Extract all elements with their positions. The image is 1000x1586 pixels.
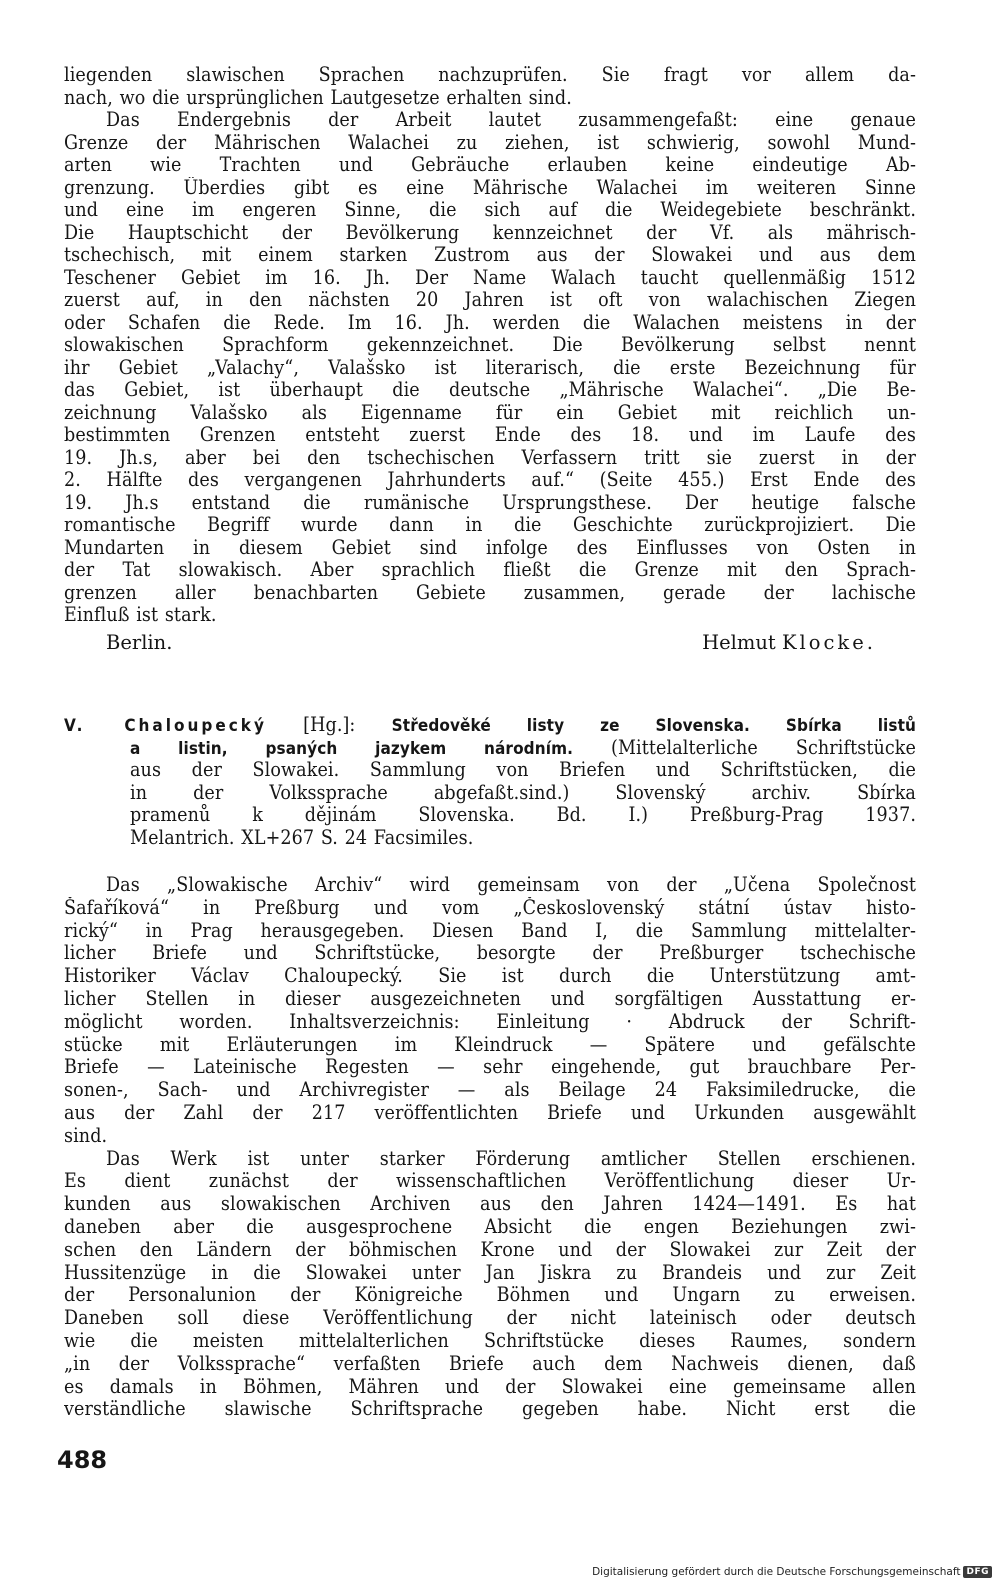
text-line: oder Schafen die Rede. Im 16. Jh. werden die Walachen meistens in der: [64, 311, 916, 334]
text-line: Šafaříková“ in Preßburg und vom „Československý státní ústav histo-: [64, 896, 916, 919]
text-line: Das Endergebnis der Arbeit lautet zusammengefaßt: eine genaue: [106, 109, 916, 131]
heading-line: aus der Slowakei. Sammlung von Briefen und Schriftstücken, die: [130, 759, 916, 781]
book-title-part-2: a listin, psaných jazykem národním.: [130, 738, 574, 759]
page-number: 488: [57, 1446, 108, 1474]
text-line: licher Stellen in dieser ausgezeichneten und sorgfältigen Ausstattung er-: [64, 987, 916, 1010]
review-2-heading: [64, 714, 916, 849]
text-line: „in der Volkssprache“ verfaßten Briefe auch dem Nachweis dienen, daß: [64, 1352, 916, 1375]
digitization-footer: [592, 1566, 992, 1578]
text-line: tschechisch, mit einem starken Zustrom aus der Slowakei und aus dem: [64, 244, 916, 266]
text-line: es damals in Böhmen, Mähren und der Slowakei eine gemeinsame allen: [64, 1375, 916, 1398]
text-line: wie die meisten mittelalterlichen Schriftstücke dieses Raumes, sondern: [64, 1329, 916, 1352]
text-line: Mundarten in diesem Gebiet sind infolge des Einflusses von Osten in: [64, 536, 916, 559]
dfg-logo: DFG: [963, 1566, 992, 1578]
text-line: Briefe — Lateinische Regesten — sehr eingehende, gut brauchbare Per-: [64, 1056, 916, 1079]
text-line: Das „Slowakische Archiv“ wird gemeinsam von der „Učena Společnost: [106, 874, 916, 896]
text-line: der Personalunion der Königreiche Böhmen und Ungarn zu erweisen.: [64, 1284, 916, 1307]
heading-line: in der Volkssprache abgefaßt.sind.) Slovenský archiv. Sbírka: [130, 781, 916, 804]
text-line: der Tat slowakisch. Aber sprachlich fließt die Grenze mit den Sprach-: [64, 559, 916, 581]
text-line: Historiker Václav Chaloupecký. Sie ist durch die Unterstützung amt-: [64, 965, 916, 988]
text-line: stücke mit Erläuterungen im Kleindruck — Spätere und gefälschte: [64, 1033, 916, 1056]
text-line: sonen-, Sach- und Archivregister — als Beilage 24 Faksimiledrucke, die: [64, 1079, 916, 1102]
text-line: liegenden slawischen Sprachen nachzuprüfen. Sie fragt vor allem da-: [64, 64, 916, 86]
footer-text: Digitalisierung gefördert durch die Deutsche Forschungsgemeinschaft: [592, 1566, 961, 1578]
text-line: nach, wo die ursprünglichen Lautgesetze erhalten sind.: [64, 86, 572, 109]
text-line: das Gebiet, ist überhaupt die deutsche „Mährische Walachei“. „Die Be-: [64, 379, 916, 401]
editor-tag: [Hg.]:: [303, 714, 356, 736]
text-line: Teschener Gebiet im 16. Jh. Der Name Walach taucht quellenmäßig 1512: [64, 266, 916, 289]
signature-place: Berlin.: [106, 630, 173, 654]
text-line: bestimmten Grenzen entsteht zuerst Ende des 18. und im Laufe des: [64, 424, 916, 446]
author-first-name: Helmut: [702, 630, 776, 654]
heading-line-2: [64, 737, 916, 760]
text-line: kunden aus slowakischen Archiven aus den Jahren 1424—1491. Es hat: [64, 1193, 916, 1216]
review-signature: [64, 631, 916, 655]
text-line: Hussitenzüge in die Slowakei unter Jan Jiskra zu Brandeis und zur Zeit: [64, 1261, 916, 1284]
text-line: möglicht worden. Inhaltsverzeichnis: Einleitung · Abdruck der Schrift-: [64, 1010, 916, 1033]
text-line: sind.: [64, 1124, 108, 1147]
translation-start: (Mittelalterliche Schriftstücke: [611, 736, 916, 759]
text-line: 19. Jh.s, aber bei den tschechischen Verfassern tritt sie zuerst in der: [64, 446, 916, 469]
review-author: V. Chaloupecký: [64, 716, 267, 736]
heading-line: pramenů k dějinám Slovenska. Bd. I.) Preßburg-Prag 1937.: [130, 804, 916, 826]
text-line: Die Hauptschicht der Bevölkerung kennzeichnet der Vf. als mährisch-: [64, 221, 916, 244]
text-line: arten wie Trachten und Gebräuche erlauben keine eindeutige Ab-: [64, 154, 916, 176]
text-line: grenzung. Überdies gibt es eine Mährische Walachei im weiteren Sinne: [64, 176, 916, 199]
text-line: slowakischen Sprachform gekennzeichnet. Die Bevölkerung selbst nennt: [64, 334, 916, 356]
text-line: und eine im engeren Sinne, die sich auf die Weidegebiete beschränkt.: [64, 199, 916, 221]
text-line: zuerst auf, in den nächsten 20 Jahren ist oft von walachischen Ziegen: [64, 289, 916, 311]
heading-line: Melantrich. XL+267 S. 24 Facsimiles.: [130, 826, 474, 849]
heading-line-1: [64, 714, 916, 737]
text-line: grenzen aller benachbarten Gebiete zusammen, gerade der lachische: [64, 581, 916, 604]
text-line: Einfluß ist stark.: [64, 604, 217, 626]
text-line: 2. Hälfte des vergangenen Jahrhunderts auf.“ (Seite 455.) Erst Ende des: [64, 469, 916, 491]
text-line: rický“ in Prag herausgegeben. Diesen Band I, die Sammlung mittelalter-: [64, 919, 916, 942]
text-line: Grenze der Mährischen Walachei zu ziehen, ist schwierig, sowohl Mund-: [64, 131, 916, 154]
text-line: 19. Jh.s entstand die rumänische Ursprungsthese. Der heutige falsche: [64, 491, 916, 514]
review-2-body: [64, 874, 916, 1421]
signature-author: [702, 631, 876, 655]
author-last-name: Klocke.: [781, 630, 876, 654]
review-klocke: [64, 64, 916, 655]
text-line: ihr Gebiet „Valachy“, Valašsko ist literarisch, die erste Bezeichnung für: [64, 356, 916, 379]
text-line: Es dient zunächst der wissenschaftlichen Veröffentlichung dieser Ur-: [64, 1170, 916, 1193]
text-line: romantische Begriff wurde dann in die Geschichte zurückprojiziert. Die: [64, 514, 916, 536]
book-title-part-1: Středověké listy ze Slovenska. Sbírka listů: [391, 716, 916, 736]
text-line: schen den Ländern der böhmischen Krone und der Slowakei zur Zeit der: [64, 1238, 916, 1261]
text-line: aus der Zahl der 217 veröffentlichten Briefe und Urkunden ausgewählt: [64, 1101, 916, 1124]
text-line: zeichnung Valašsko als Eigenname für ein Gebiet mit reichlich un-: [64, 401, 916, 424]
text-line: licher Briefe und Schriftstücke, besorgte der Preßburger tschechische: [64, 942, 916, 965]
text-line: daneben aber die ausgesprochene Absicht die engen Beziehungen zwi-: [64, 1215, 916, 1238]
text-line: Daneben soll diese Veröffentlichung der nicht lateinisch oder deutsch: [64, 1307, 916, 1330]
text-line: verständliche slawische Schriftsprache gegeben habe. Nicht erst die: [64, 1398, 916, 1421]
text-line: Das Werk ist unter starker Förderung amtlicher Stellen erschienen.: [106, 1147, 916, 1170]
